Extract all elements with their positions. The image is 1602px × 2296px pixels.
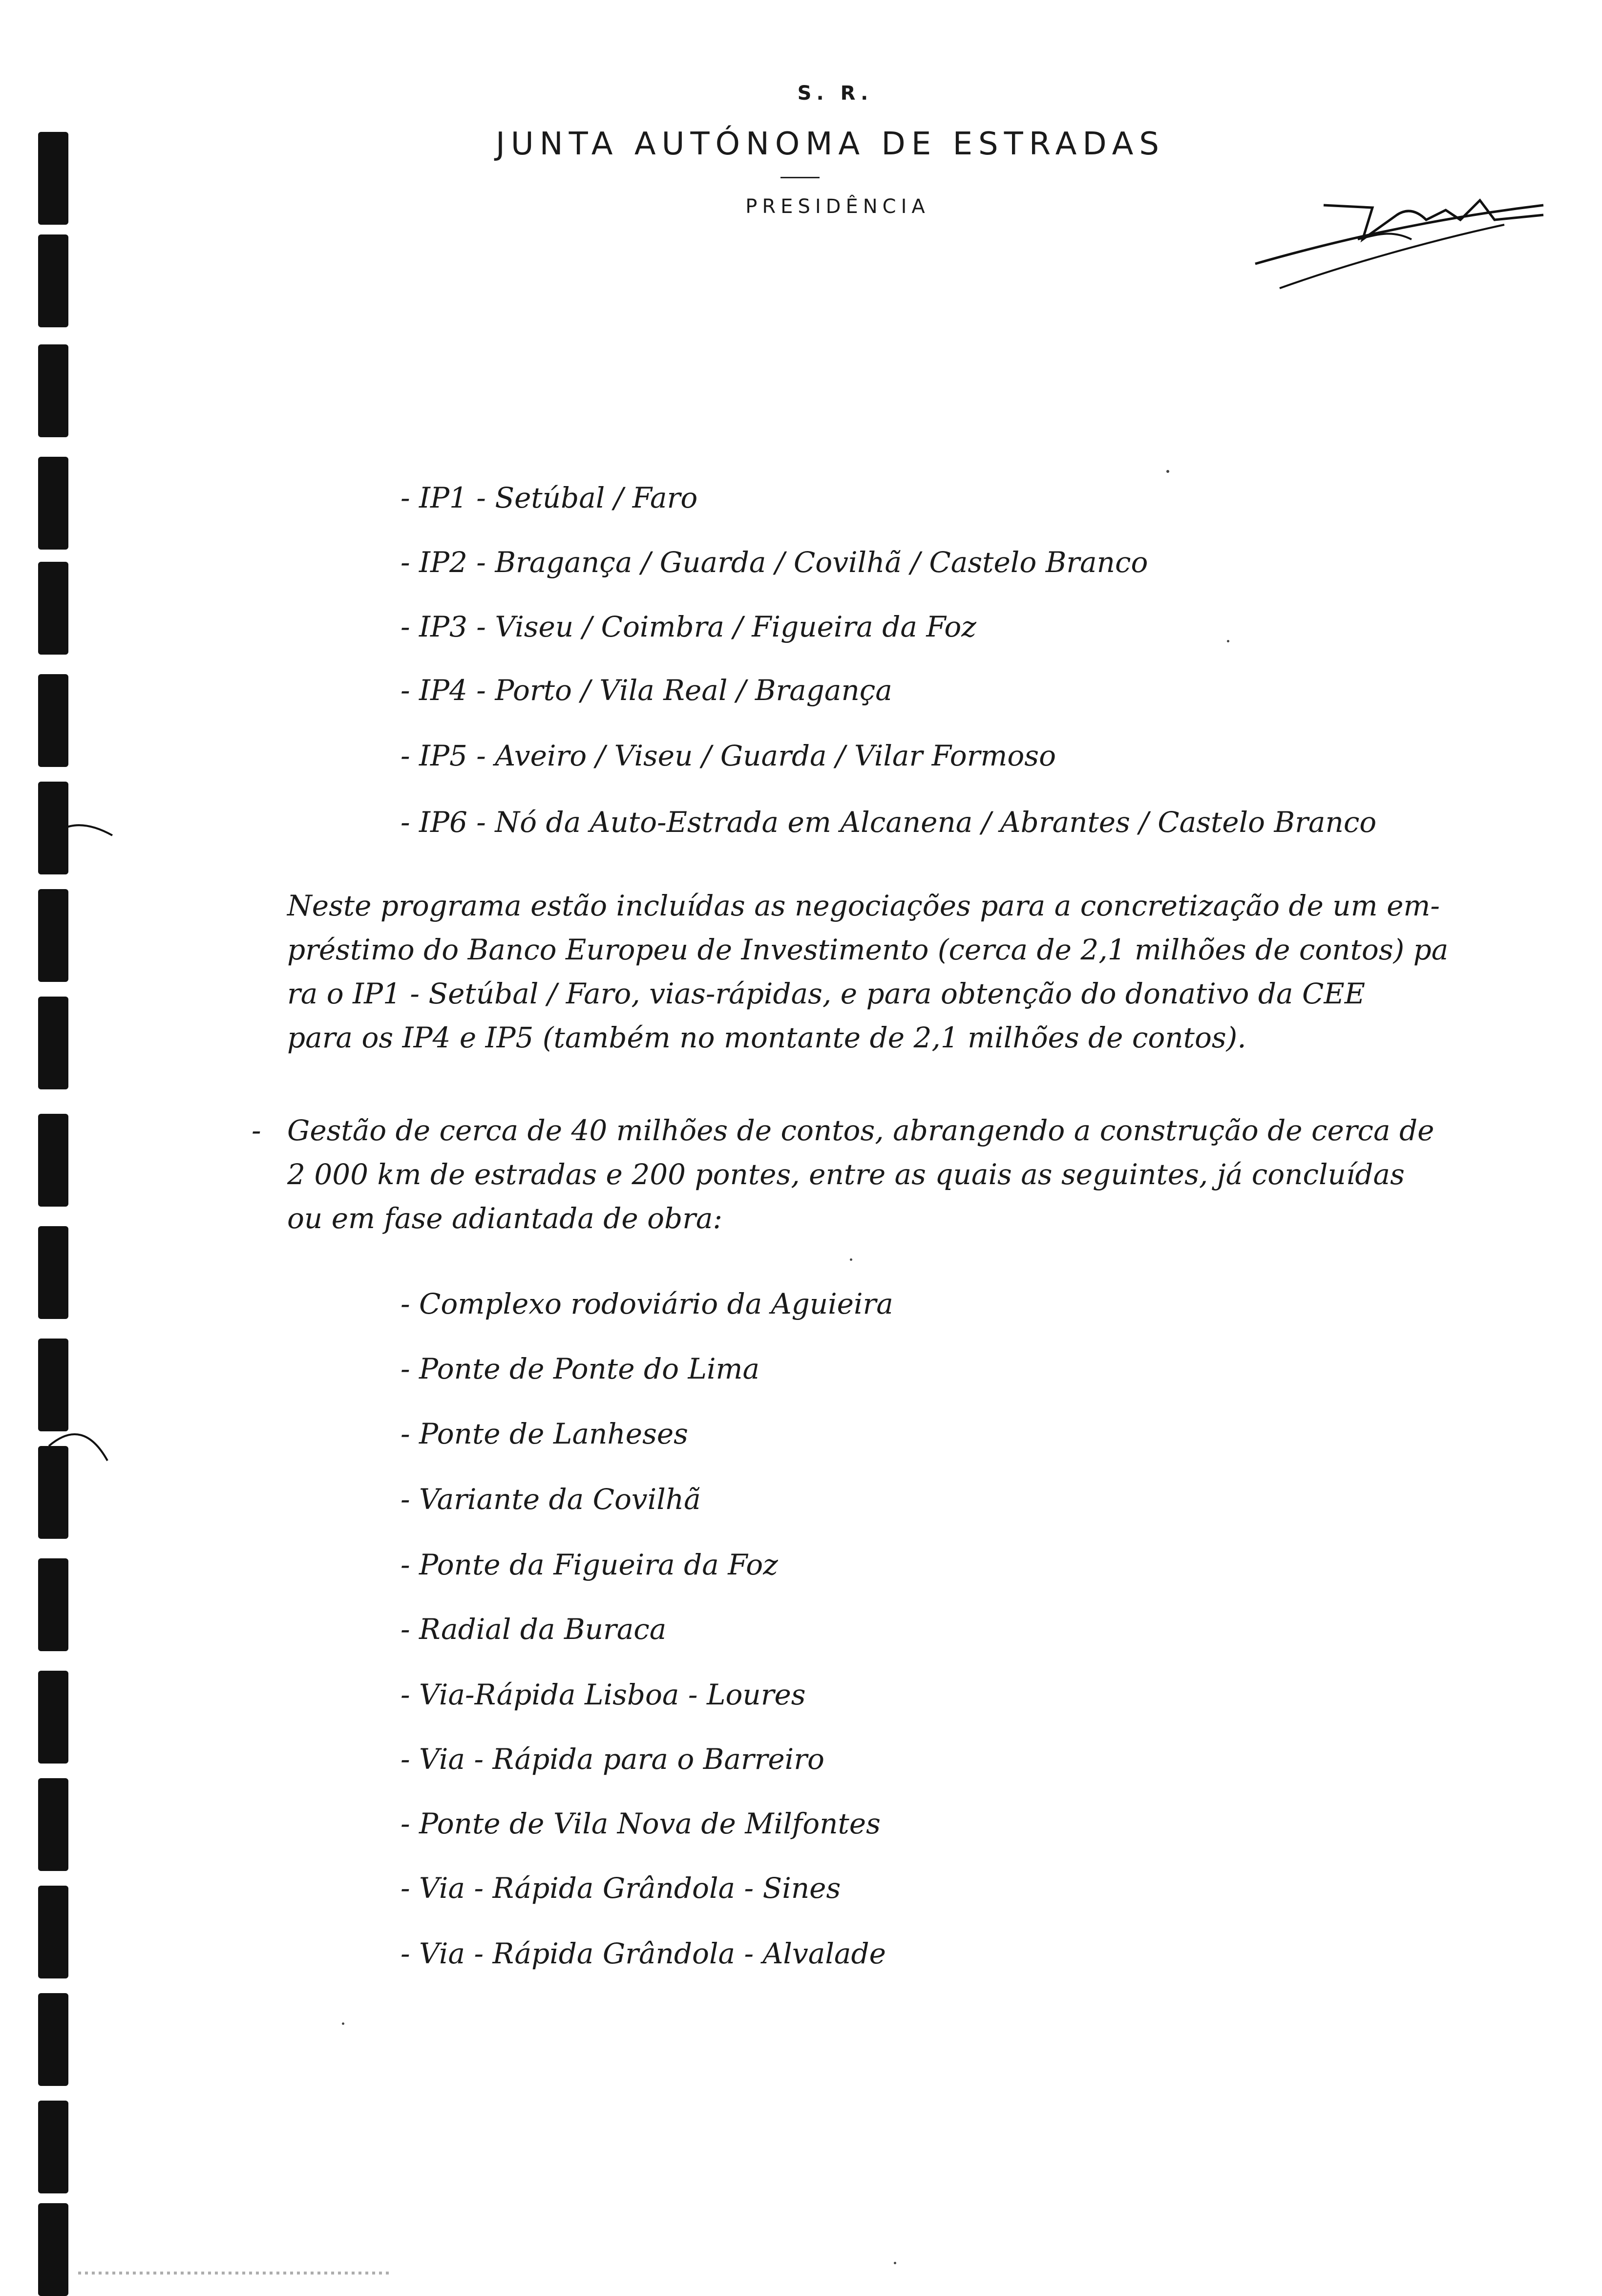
list-item: - Ponte de Ponte do Lima [400,1352,760,1385]
list-item: - Ponte de Lanheses [400,1417,688,1450]
scan-speck [1227,640,1229,642]
paragraph-line: préstimo do Banco Europeu de Investimento (cerca de 2,1 milhões de contos) pa [287,933,1449,966]
paragraph-line: ra o IP1 - Setúbal / Faro, vias-rápidas, e para obtenção do donativo da CEE [287,977,1366,1010]
binding-hole [38,1671,68,1764]
binding-ring-icon [39,782,127,860]
list-item: - Variante da Covilhã [400,1483,701,1516]
binding-hole [38,234,68,327]
list-item: - Via - Rápida Grândola - Alvalade [400,1937,886,1970]
paragraph-line: Gestão de cerca de 40 milhões de contos, abrangendo a construção de cerca de [287,1114,1434,1147]
department-title: PRESIDÊNCIA [745,195,930,218]
list-item: - Via - Rápida para o Barreiro [400,1743,824,1776]
binding-hole [38,997,68,1089]
scan-edge-noise [78,2272,391,2275]
binding-hole [38,1558,68,1651]
list-item: - Via-Rápida Lisboa - Loures [400,1678,806,1711]
paragraph-bullet: - [252,1114,261,1147]
paragraph-line: Neste programa estão incluídas as negociações para a concretização de um em- [287,889,1440,922]
scan-speck [894,2262,896,2264]
binding-hole [38,562,68,655]
handwritten-signature [1250,186,1553,298]
binding-hole [38,1114,68,1207]
list-item: - Ponte de Vila Nova de Milfontes [400,1807,881,1840]
organization-title: JUNTA AUTÓNOMA DE ESTRADAS [496,126,1165,162]
scan-speck [850,1258,852,1261]
list-item: - Complexo rodoviário da Aguieira [400,1287,893,1320]
binding-hole [38,1993,68,2086]
list-item: - Ponte da Figueira da Foz [400,1548,778,1581]
binding-hole [38,889,68,982]
header-divider [780,177,820,178]
paragraph-line: 2 000 km de estradas e 200 pontes, entre as quais as seguintes, já concluídas [287,1158,1405,1191]
list-item: - Radial da Buraca [400,1613,667,1646]
binding-hole [38,2101,68,2193]
binding-ring-icon [39,1417,127,1475]
paragraph-line: ou em fase adiantada de obra: [287,1202,723,1235]
list-item: - IP5 - Aveiro / Viseu / Guarda / Vilar Formoso [400,739,1056,772]
binding-hole [38,1226,68,1319]
list-item: - IP6 - Nó da Auto-Estrada em Alcanena / Abrantes / Castelo Branco [400,806,1377,839]
binding-hole [38,1886,68,1978]
header-sr: S. R. [797,82,873,105]
binding-hole [38,1778,68,1871]
scan-speck [342,2022,344,2025]
list-item: - IP4 - Porto / Vila Real / Bragança [400,674,892,707]
binding-hole [38,457,68,550]
paragraph-line: para os IP4 e IP5 (também no montante de 2,1 milhões de contos). [287,1021,1246,1054]
list-item: - IP3 - Viseu / Coimbra / Figueira da Foz [400,610,976,643]
binding-hole [38,674,68,767]
scan-speck [1166,470,1169,473]
list-item: - IP2 - Bragança / Guarda / Covilhã / Castelo Branco [400,546,1148,579]
binding-hole [38,344,68,437]
list-item: - Via - Rápida Grândola - Sines [400,1871,841,1905]
list-item: - IP1 - Setúbal / Faro [400,481,698,514]
